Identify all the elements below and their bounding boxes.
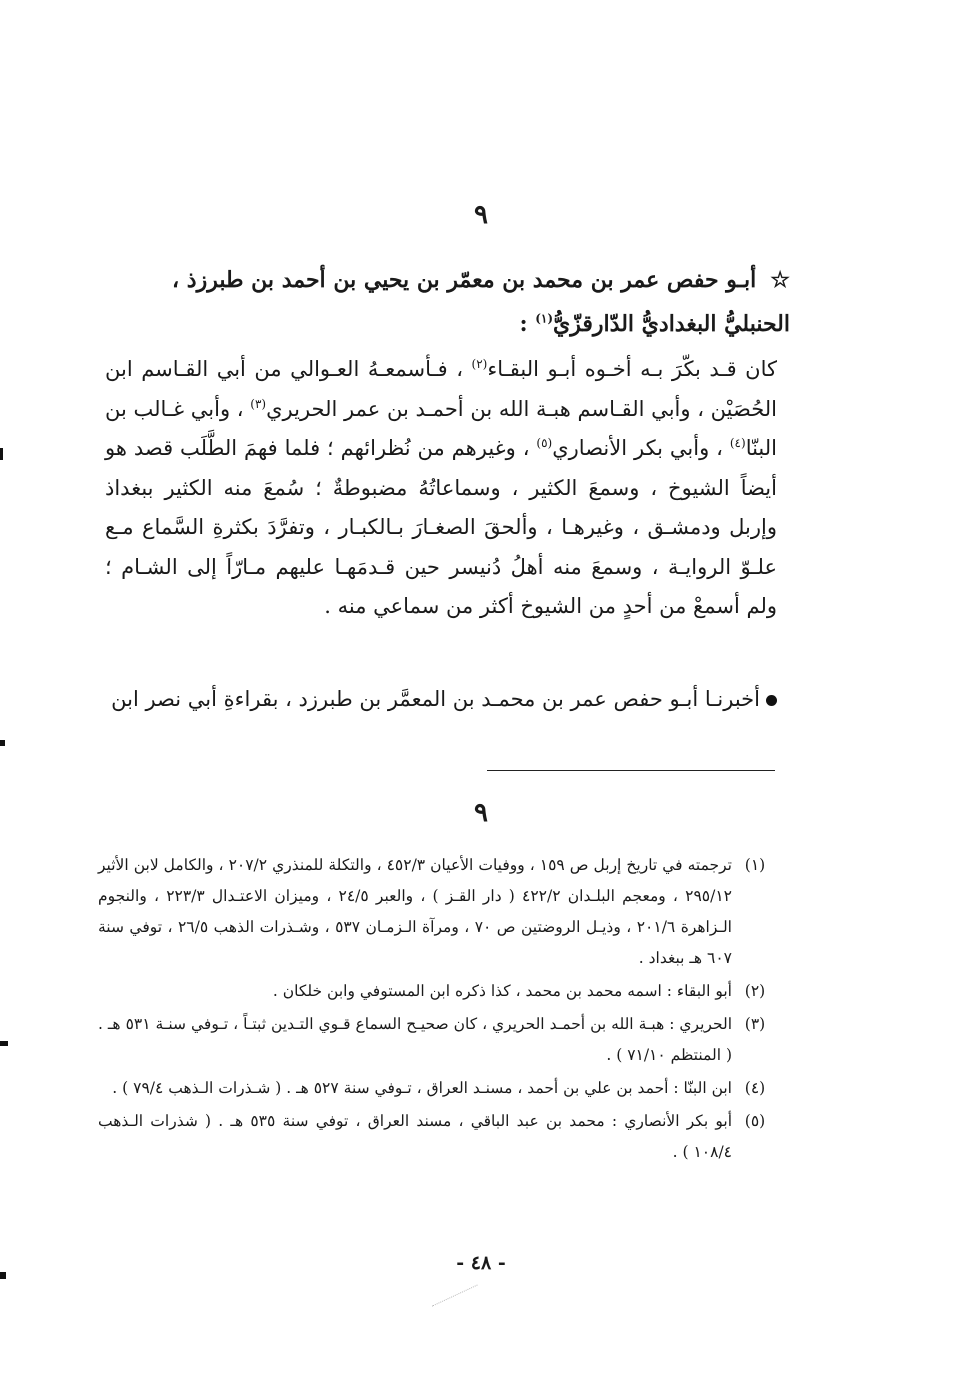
- section-number-mid: ٩: [474, 798, 488, 828]
- biography-paragraph: [105, 350, 777, 627]
- entry-heading: [100, 258, 790, 346]
- section-number-top: ٩: [474, 200, 488, 230]
- footnote-text: ترجمته في تاريخ إربل ص ١٥٩ ، ووفيات الأعيان ٤٥٢/٣ ، والتكلة للمنذري ٢٠٧/٢ ، والكامل لابن الأثير ٢٩٥/١٢ ، ومعجم البلـدان ٤٢٢/٢ ( دار القـز ) ، والعبر ٢٤/٥ ، وميزان الاعتـدال ٢٢٣/٣ ، والنجوم الـزاهرة ٢٠١/٦ ، وذيـل الروضتين ص ٧٠ ، ومرآة الـزمـان ٥٣٧ ، وشـذرات الذهب ٢٦/٥ ، توفي سنة ٦٠٧ هـ ببغداد .: [98, 856, 732, 967]
- scan-edge-mark: [0, 740, 5, 746]
- footnote-item: [98, 976, 778, 1007]
- page-number: - ٤٨ -: [456, 1252, 506, 1274]
- scan-edge-mark: [0, 1272, 6, 1279]
- body-segment: ، وأبي بكر الأنصاري: [552, 436, 730, 460]
- footnote-text: أبو البقاء : اسمه محمد بن محمد ، كذا ذكره ابن المستوفي وابن خلكان .: [272, 982, 732, 1000]
- footnote-number: (٤): [744, 1079, 766, 1097]
- body-segment: كان قـد بكّرَ بـه أخـوه أبـو البقـاء: [487, 357, 777, 381]
- footnote-number: (٥): [744, 1112, 766, 1130]
- bullet-icon: [766, 695, 777, 706]
- footnote-item: [98, 850, 778, 974]
- footnote-number: (١): [744, 856, 766, 874]
- narration-text: أخبرنـا أبـو حفص عمر بن محمـد بن المعمَّر بن طبرزد ، بقراءةِ أبي نصر ابن: [111, 687, 760, 711]
- heading-text: أبـو حفص عمر بن محمد بن معمّر بن يحيي بن أحمد بن طبرزذ ، الحنبليُّ البغداديُّ الدّارقزّيُّ: [172, 267, 790, 337]
- footnote-ref-1: (١): [535, 311, 554, 326]
- footnote-ref-3: (٣): [250, 396, 267, 411]
- body-segment: ، وأبي غـالب بن البنّا: [105, 396, 777, 460]
- footnote-divider: [487, 770, 775, 771]
- footnote-item: [98, 1106, 778, 1168]
- footnote-ref-5: (٥): [536, 436, 553, 450]
- narration-line: [105, 680, 777, 718]
- body-segment: ، فـأسمعـهُ العـوالي من أبي القـاسم ابن الحُصَيْن ، وأبي القـاسم هبـة الله بن أحمـد بن عمر الحريري: [105, 357, 777, 421]
- scan-edge-mark: [0, 448, 3, 460]
- footnote-item: [98, 1073, 778, 1104]
- footnote-ref-2: (٢): [471, 357, 488, 371]
- footnote-text: ابن البنّا : أحمد بن علي بن أحمد ، مسنـد العراق ، تـوفي سنة ٥٢٧ هـ . ( شـذرات الـذهب ٧٩/٤ ) .: [112, 1079, 732, 1097]
- footnote-text: أبو بكر الأنصاري : محمد بن عبد الباقي ، مسند العراق ، توفي سنة ٥٣٥ هـ . ( شذرات الـذهب ١٠٨/٤ ) .: [98, 1112, 733, 1161]
- footnote-number: (٢): [744, 982, 766, 1000]
- footnote-ref-4: (٤): [729, 436, 746, 450]
- footnotes: [98, 850, 778, 1170]
- star-icon: ☆: [770, 267, 790, 293]
- footnote-text: الحريري : هبـة الله بن أحمـد الحريري ، كان صحيـح السماع قـوي التـدين ثبتـاً ، تـوفي سنـة ٥٣١ هـ . ( المنتظم ٧١/١٠ ) .: [98, 1015, 733, 1064]
- footnote-number: (٣): [744, 1015, 766, 1033]
- scan-edge-mark: [0, 1041, 8, 1046]
- heading-tail: :: [519, 311, 536, 337]
- body-segment: ، وغيرهم من نُظرائهم ؛ فلما فهمَ الطَّلَب قصد هو أيضاً الشيوخ ، وسمعَ الكثير ، وسماعاتُهُ مضبوطةٌ ؛ سُمعَ منه الكثير ببغداذ وإربل ودمشـق ، وغيرهـا ، وألحقَ الصغـارَ بـالكبـار ، وتفرَّدَ بكثرةِ السَّماع مـع علـوّ الروايـة ، وسمعَ منه أهلُ دُنيسر حين قـدمَهـا عليهم مـارّاً إلى الشـام ؛ ولم أسمعْ من أحدٍ من الشيوخ أكثر من سماعي منه .: [105, 436, 777, 618]
- scan-speck: [432, 1285, 478, 1308]
- footnote-item: [98, 1009, 778, 1071]
